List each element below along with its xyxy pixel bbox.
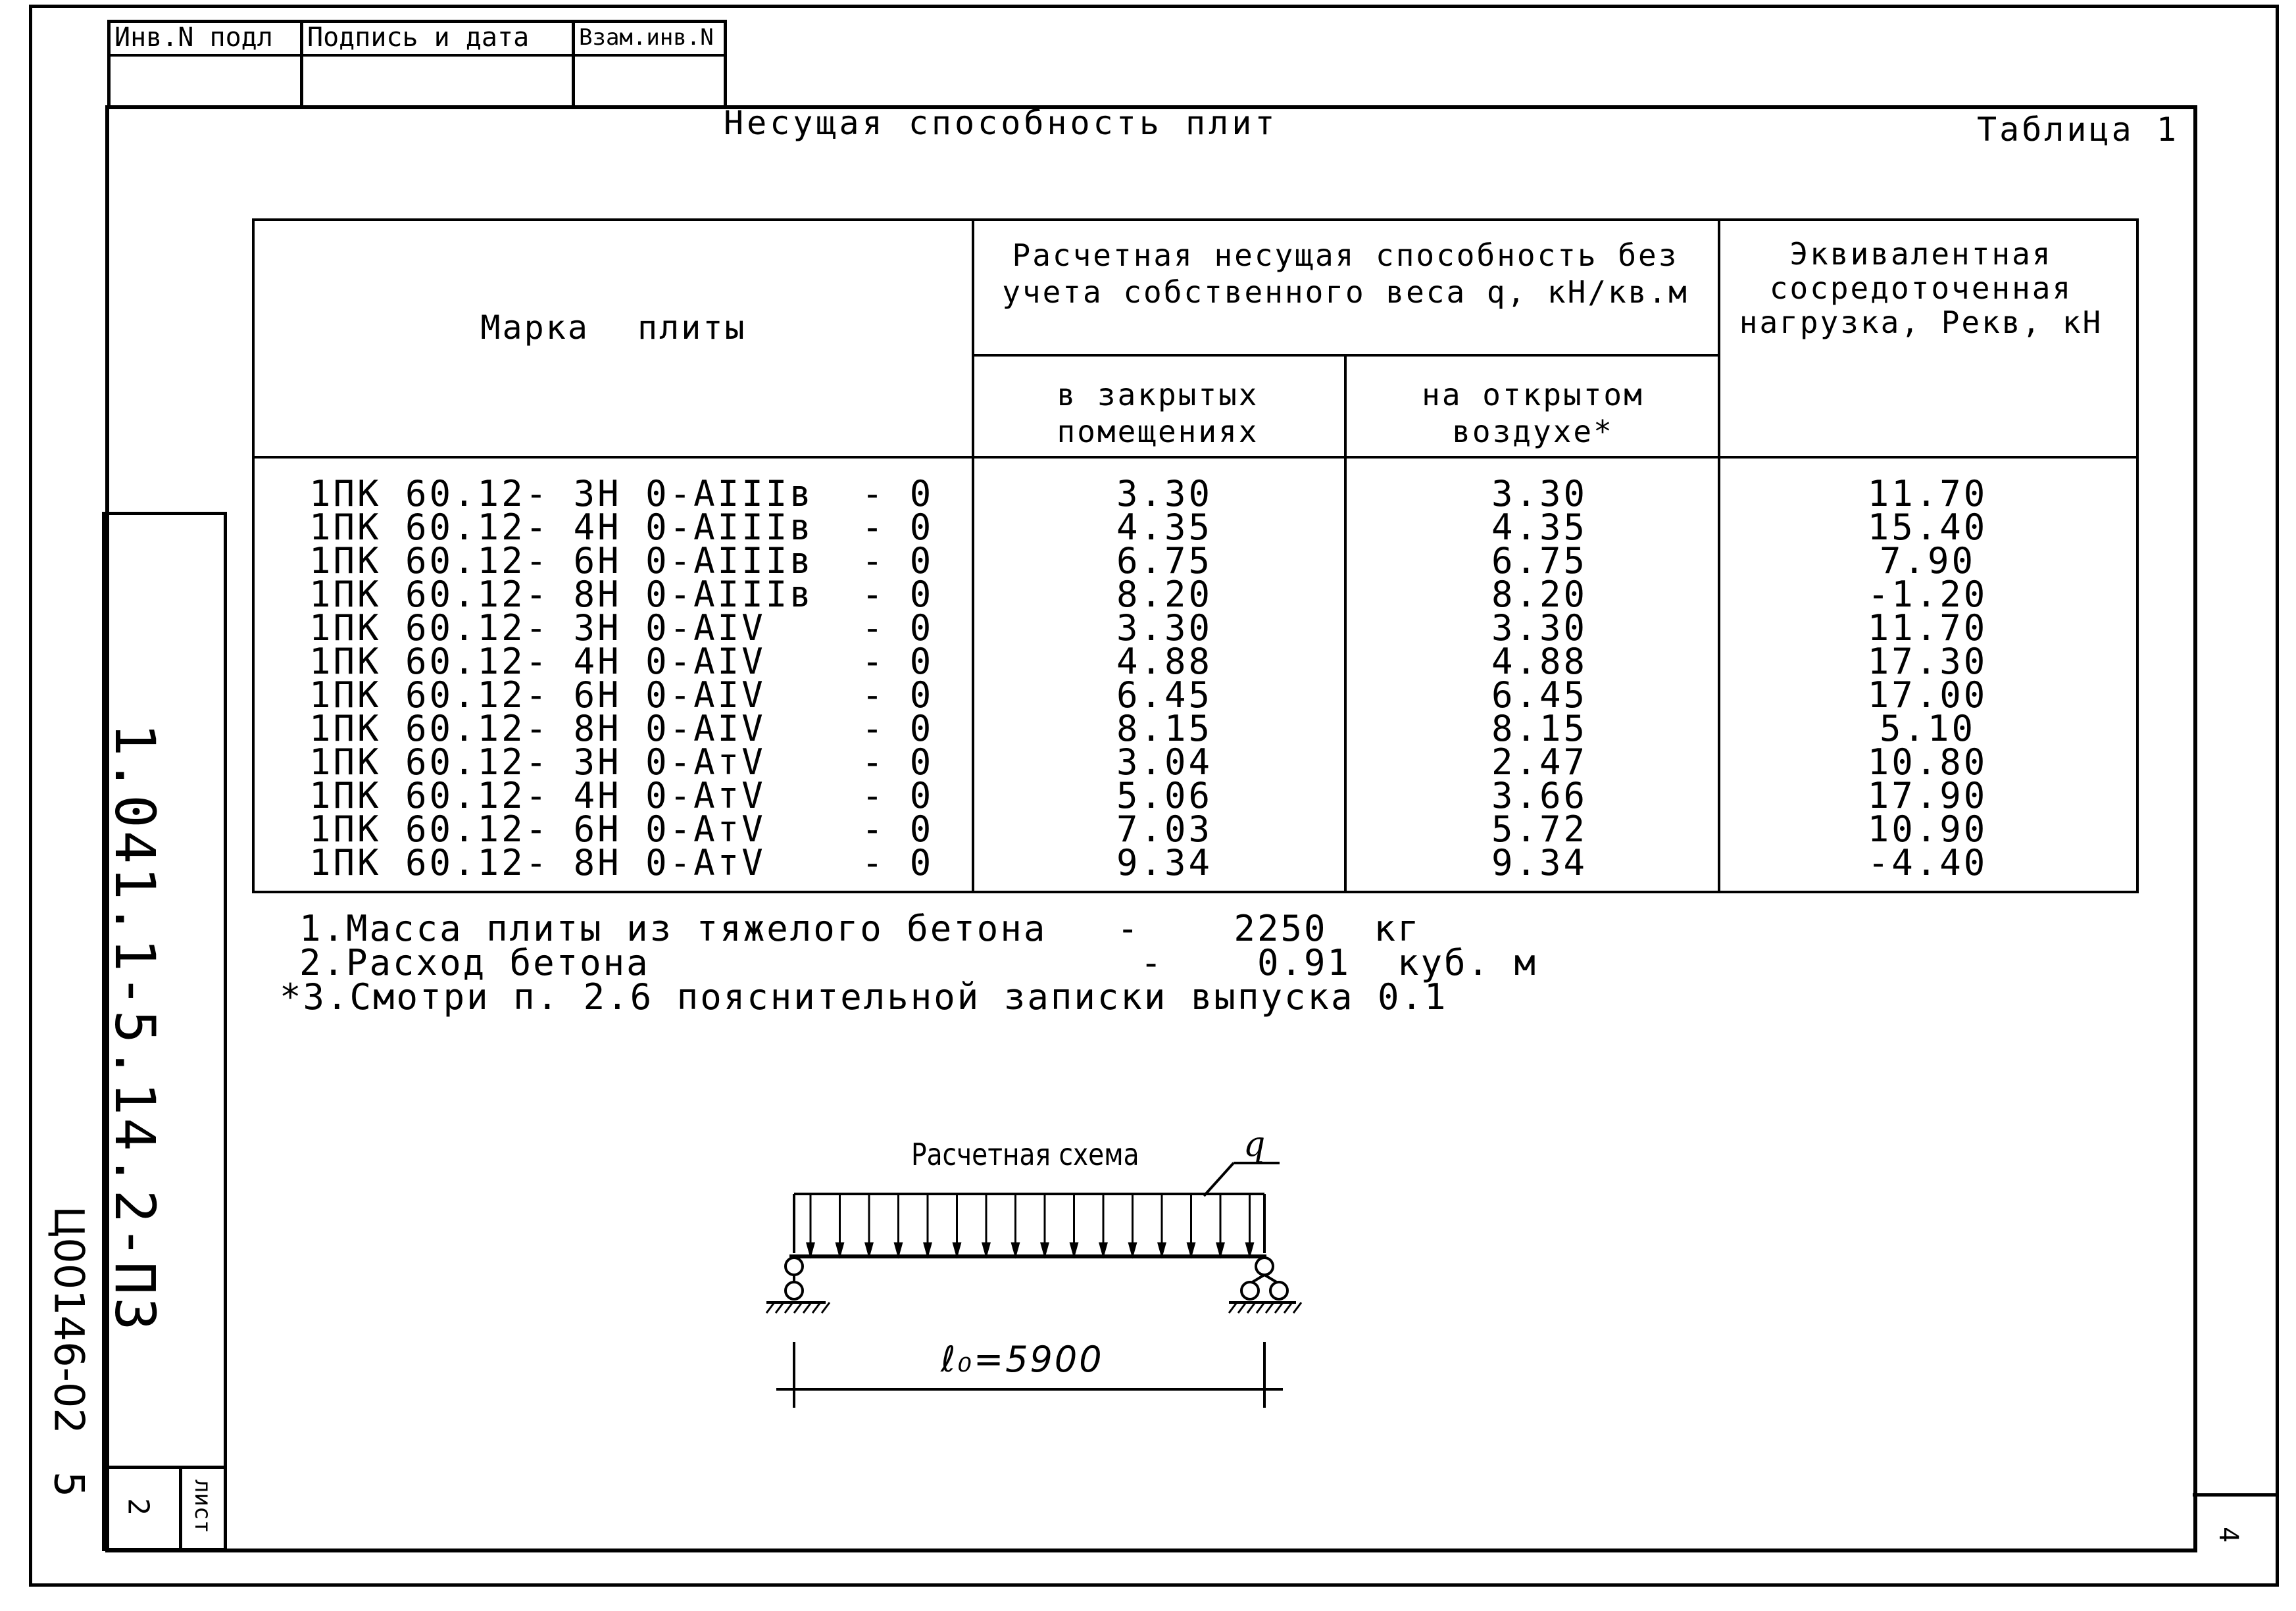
load-arrow-head (837, 1243, 843, 1255)
side-sheet-label: лист (189, 1479, 216, 1533)
header-equiv: Эквивалентная сосредоточенная нагрузка, Рекв, кН (1739, 236, 2103, 340)
column-marks: 1ПК 60.12- 3Н 0-АIIIв - 0 1ПК 60.12- 4Н 0-АIIIв - 0 1ПК 60.12- 6Н 0-АIIIв - 0 1ПК 60.12- 8Н 0-АIIIв - 0 1ПК 60.12- 3Н 0-АIV - 0 1ПК 60.12- 4Н 0-АIV - 0 1ПК 60.12- 6Н 0-АIV - 0 1ПК 60.12- 8Н 0-АIV - 0 1ПК 60.12- 3Н 0-АтV - 0 1ПК 60.12- 4Н 0-АтV - 0 1ПК 60.12- 6Н 0-АтV - 0 1ПК 60.12- 8Н 0-АтV - 0 (309, 473, 934, 883)
table-label: Таблица 1 (1977, 111, 2179, 149)
load-arrow-head (1100, 1243, 1107, 1255)
load-arrow-head (866, 1243, 872, 1255)
load-arrow-head (1071, 1243, 1078, 1255)
ground-hatch (1293, 1302, 1301, 1313)
side-archive-number: 5 (45, 1471, 93, 1498)
load-arrow-head (1041, 1243, 1048, 1255)
scheme-span-label: ℓ₀=5900 (941, 1339, 1104, 1380)
side-doc-code: 1.041.1-5.14.2-ПЗ (103, 723, 167, 1333)
header-closed: в закрытых помещениях (1057, 377, 1259, 449)
ground-hatch (803, 1302, 811, 1313)
note-2: 2.Расход бетона - 0.91 куб. м (299, 942, 1538, 983)
load-arrow-head (954, 1243, 961, 1255)
load-arrow-head (895, 1243, 902, 1255)
column-equiv: 11.70 15.40 7.90 -1.20 11.70 17.30 17.00 5.10 10.80 17.90 10.90 -4.40 (1867, 473, 1988, 883)
header-mark: Марка плиты (480, 309, 747, 347)
stamp-vzam-inv: Взам.инв.N (579, 24, 714, 51)
page-number: 4 (2213, 1526, 2244, 1543)
side-sheet-vline (179, 1466, 182, 1551)
load-arrow-head (983, 1243, 989, 1255)
ground-hatch (1266, 1302, 1274, 1313)
scheme-title: Расчетная схема (911, 1137, 1139, 1172)
page-title: Несущая способность плит (724, 104, 1278, 142)
stamp-inv-podl: Инв.N подл (114, 22, 273, 53)
ground-hatch (1257, 1302, 1264, 1313)
ground-hatch (1238, 1302, 1246, 1313)
ground-hatch (1284, 1302, 1292, 1313)
side-sheet-number: 2 (121, 1498, 155, 1516)
header-open: на открытом воздухе* (1422, 377, 1644, 449)
side-archive-code: Ц00146-02 (45, 1206, 93, 1434)
load-arrow-head (1159, 1243, 1165, 1255)
ground-hatch (776, 1302, 784, 1313)
load-arrow-head (1012, 1243, 1019, 1255)
header-capacity: Расчетная несущая способность без учета собственного веса q, кН/кв.м (1002, 237, 1689, 310)
load-arrow-head (807, 1243, 814, 1255)
ground-hatch (1247, 1302, 1255, 1313)
ground-hatch (794, 1302, 802, 1313)
ground-hatch (1275, 1302, 1283, 1313)
ground-hatch (1229, 1302, 1237, 1313)
ground-hatch (785, 1302, 793, 1313)
column-open: 3.30 4.35 6.75 8.20 3.30 4.88 6.45 8.15 2.47 3.66 5.72 9.34 (1491, 473, 1588, 883)
load-arrow-head (1188, 1243, 1195, 1255)
note-1: 1.Масса плиты из тяжелого бетона - 2250 кг (299, 908, 1421, 949)
load-arrow-head (1130, 1243, 1136, 1255)
load-arrow-head (1247, 1243, 1253, 1255)
ground-hatch (766, 1302, 774, 1313)
load-arrow-head (924, 1243, 931, 1255)
stamp-podpis-data: Подпись и дата (307, 22, 530, 53)
ground-hatch (812, 1302, 820, 1313)
ground-hatch (822, 1302, 830, 1313)
scheme-load-label: q (1243, 1125, 1266, 1164)
column-closed: 3.30 4.35 6.75 8.20 3.30 4.88 6.45 8.15 3.04 5.06 7.03 9.34 (1116, 473, 1213, 883)
load-arrow-head (1217, 1243, 1224, 1255)
note-3: *3.Смотри п. 2.6 пояснительной записки выпуска 0.1 (280, 976, 1448, 1018)
